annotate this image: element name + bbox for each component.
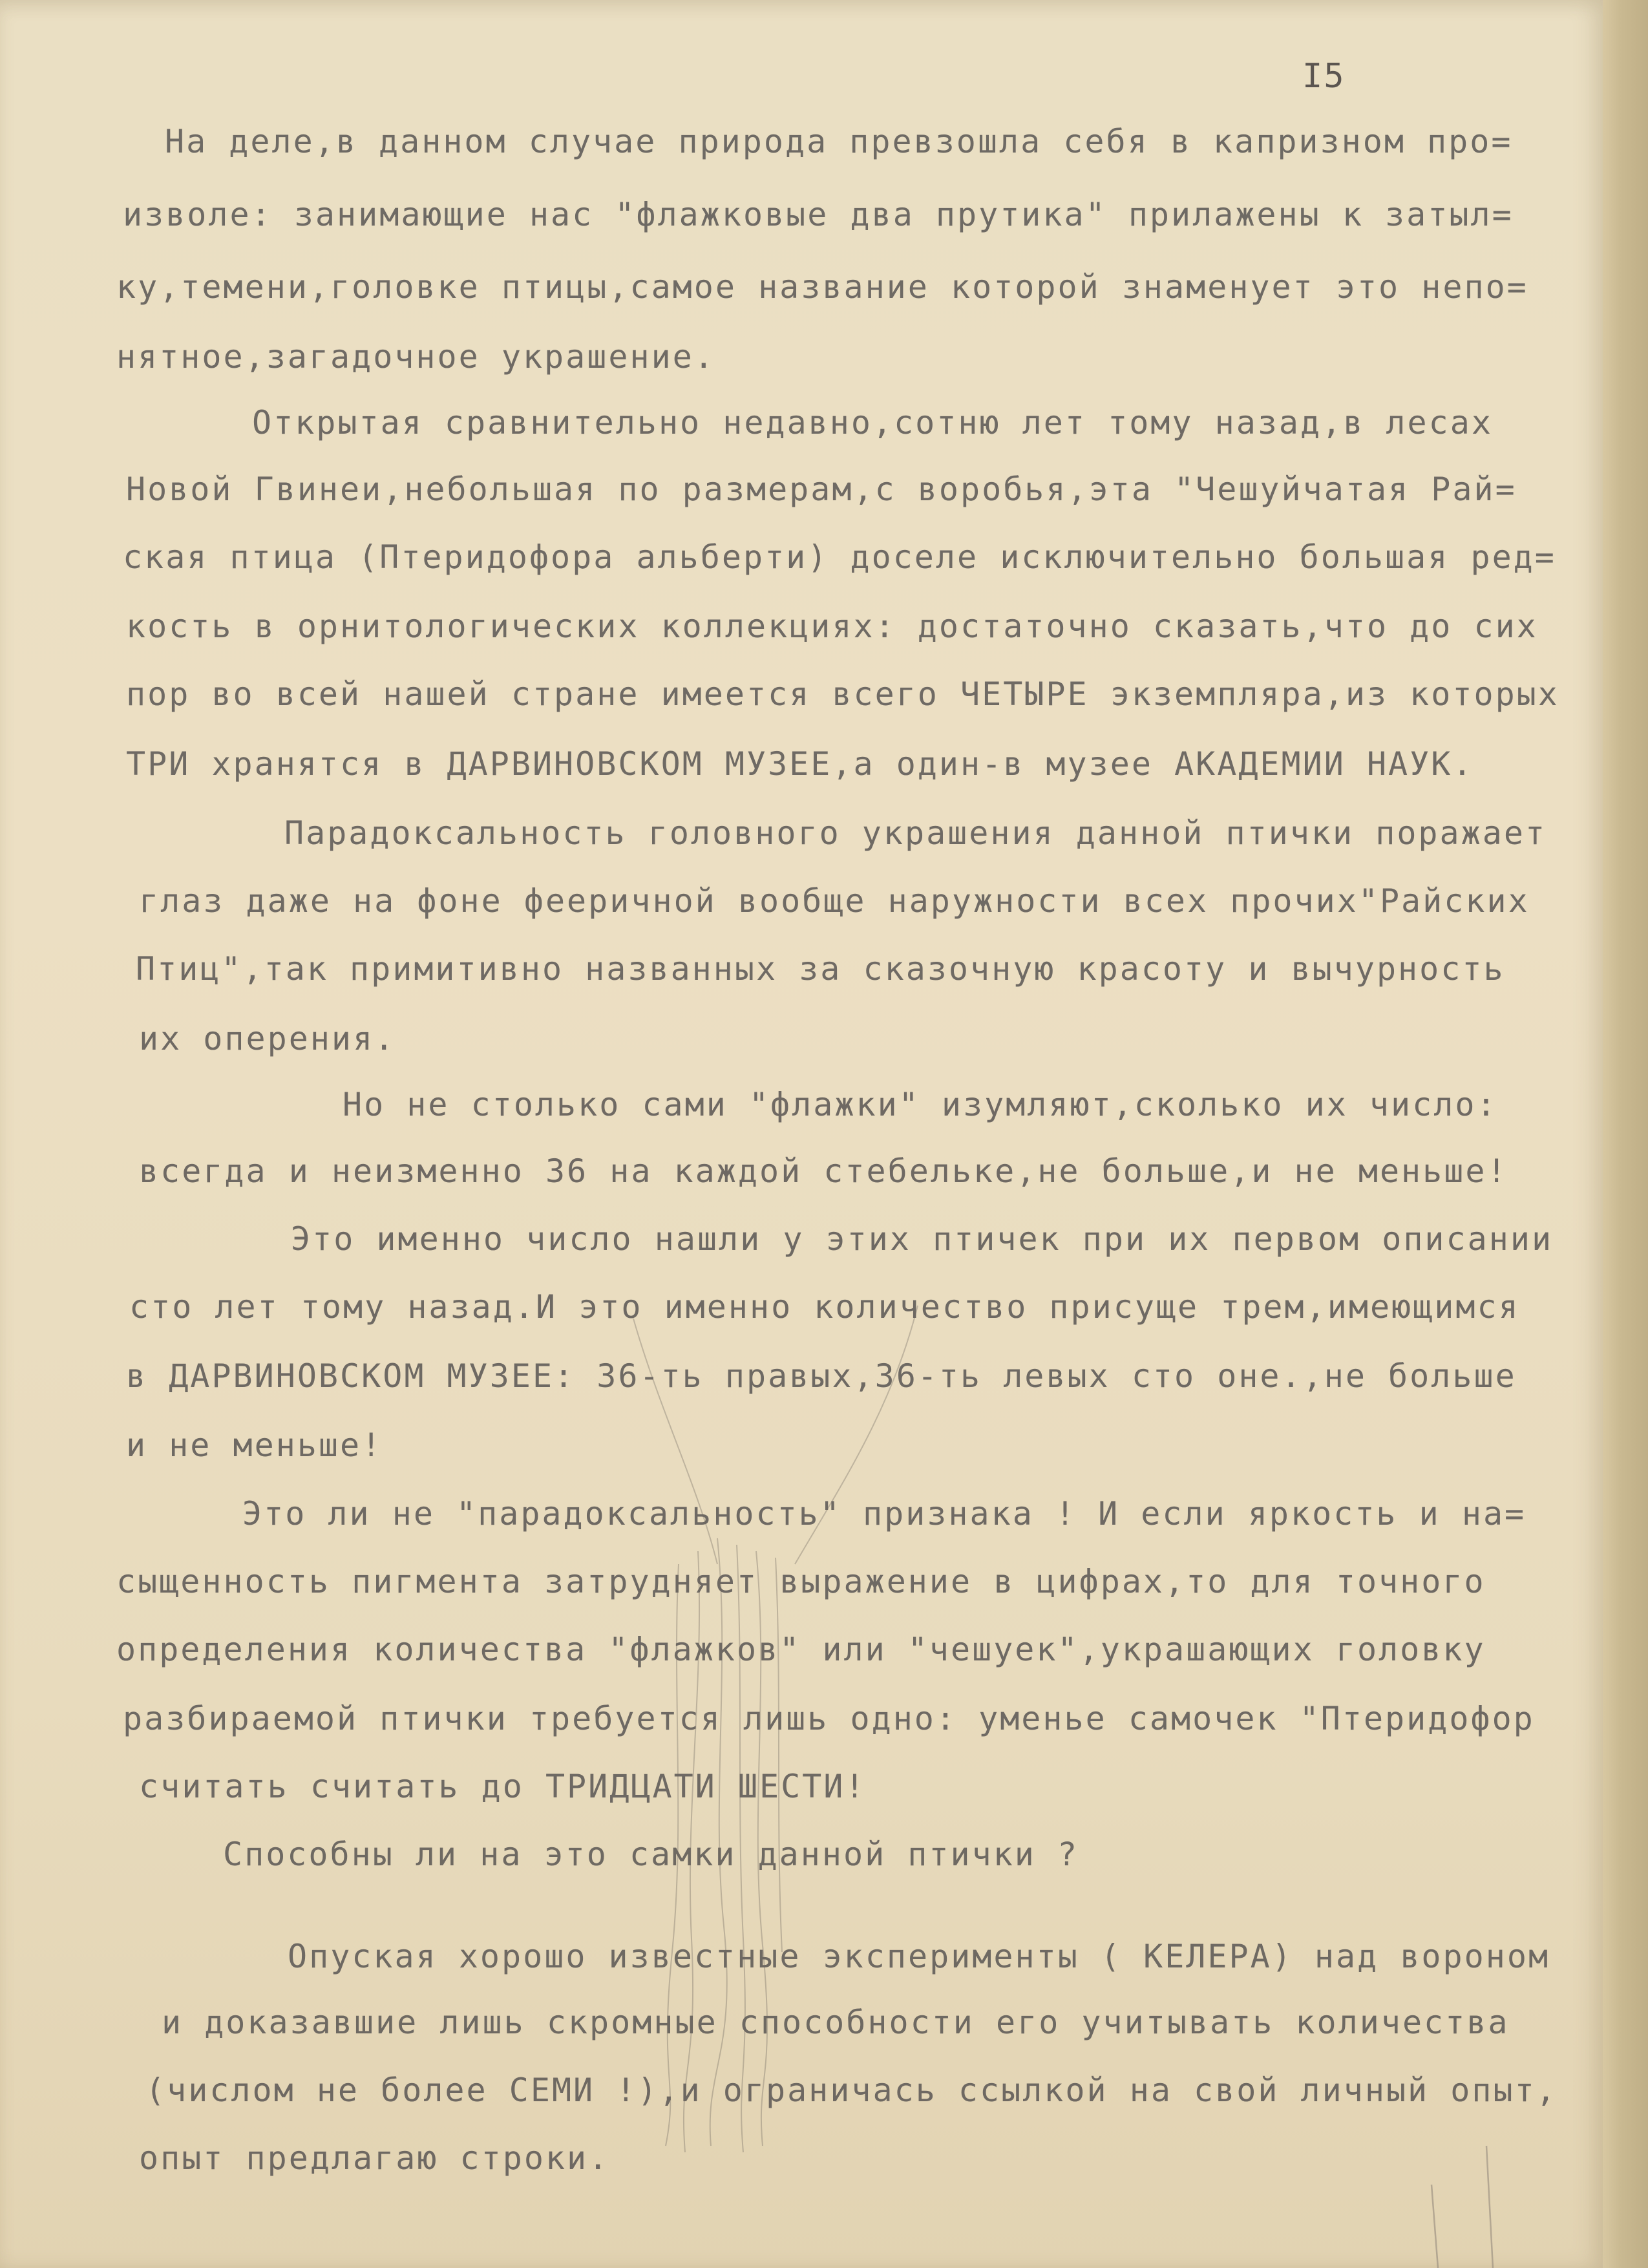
text-line: Но не столько сами "флажки" изумляют,сколько их число:: [343, 1086, 1498, 1123]
text-line: Птиц",так примитивно названных за сказочную красоту и вычурность: [136, 950, 1505, 988]
text-line: и не меньше!: [126, 1426, 383, 1464]
text-line: Новой Гвинеи,небольшая по размерам,с воробья,эта "Чешуйчатая Рай=: [126, 471, 1517, 508]
text-line: определения количества "флажков" или "чешуек",украшающих головку: [116, 1631, 1486, 1668]
text-line: в ДАРВИНОВСКОМ МУЗЕЕ: 36-ть правых,36-ть левых сто оне.,не больше: [126, 1357, 1517, 1395]
text-line: Это именно число нашли у этих птичек при их первом описании: [291, 1220, 1554, 1258]
text-line: Способны ли на это самки данной птички ?: [223, 1836, 1079, 1873]
text-line: кость в орнитологических коллекциях: достаточно сказать,что до сих: [126, 608, 1538, 645]
text-line: всегда и неизменно 36 на каждой стебельке,не больше,и не меньше!: [139, 1152, 1508, 1190]
text-line: Открытая сравнительно недавно,сотню лет тому назад,в лесах: [252, 404, 1493, 441]
text-line: нятное,загадочное украшение.: [116, 338, 715, 376]
text-line: Парадоксальность головного украшения данной птички поражает: [284, 814, 1547, 852]
text-line: Это ли не "парадоксальность" признака ! И если яркость и на=: [242, 1495, 1527, 1532]
text-line: и доказавшие лишь скромные способности его учитывать количества: [162, 2004, 1510, 2041]
text-line: (числом не более СЕМИ !),и ограничась ссылкой на свой личный опыт,: [145, 2072, 1558, 2109]
page-number: I5: [1302, 57, 1346, 96]
text-line: глаз даже на фоне фееричной вообще наружности всех прочих"Райских: [139, 882, 1530, 920]
text-line: ку,темени,головке птицы,самое название которой знаменует это непо=: [116, 268, 1528, 306]
text-line: считать считать до ТРИДЦАТИ ШЕСТИ!: [139, 1768, 867, 1805]
page-edge: [1603, 0, 1648, 2268]
text-line: ТРИ хранятся в ДАРВИНОВСКОМ МУЗЕЕ,а один-в музее АКАДЕМИИ НАУК.: [126, 745, 1474, 783]
text-line: их оперения.: [139, 1020, 396, 1057]
text-line: сто лет тому назад.И это именно количество присуще трем,имеющимся: [129, 1288, 1520, 1326]
text-line: На деле,в данном случае природа превзошла себя в капризном про=: [165, 123, 1513, 160]
text-line: разбираемой птички требуется лишь одно: уменье самочек "Птеридофор: [123, 1700, 1535, 1737]
text-line: пор во всей нашей стране имеется всего ЧЕТЫРЕ экземпляра,из которых: [126, 675, 1559, 713]
text-line: изволе: занимающие нас "флажковые два прутика" прилажены к затыл=: [123, 196, 1514, 233]
text-line: ская птица (Птеридофора альберти) доселе исключительно большая ред=: [123, 538, 1556, 576]
text-line: сыщенность пигмента затрудняет выражение в цифрах,то для точного: [116, 1563, 1486, 1600]
text-line: Опуская хорошо известные эксперименты ( КЕЛЕРА) над вороном: [288, 1938, 1550, 1975]
text-line: опыт предлагаю строки.: [139, 2139, 610, 2177]
